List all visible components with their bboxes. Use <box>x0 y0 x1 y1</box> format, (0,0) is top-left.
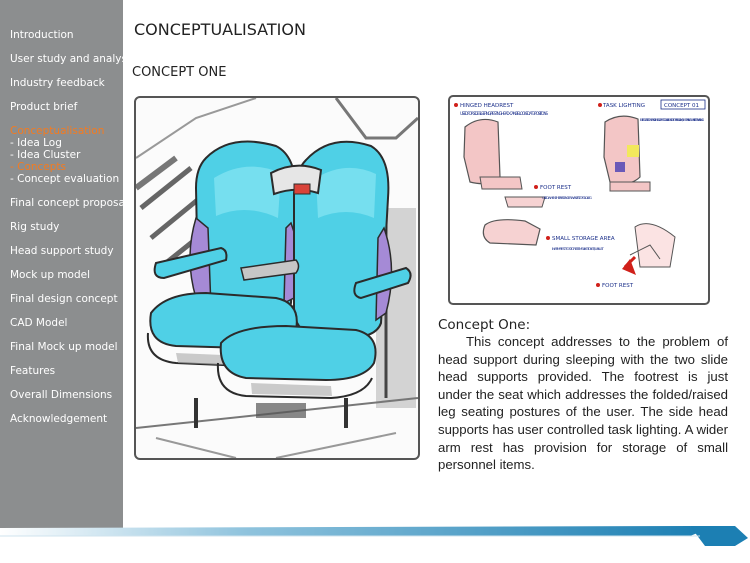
nav-final-mock-up-model[interactable]: Final Mock up model <box>10 341 118 353</box>
note-small-storage: SMALL STORAGE AREA <box>552 236 615 242</box>
nav-industry-feedback[interactable]: Industry feedback <box>10 77 105 89</box>
nav-mock-up-model[interactable]: Mock up model <box>10 269 91 281</box>
note-task-detail-text: INTEGRATED WITH SIDE HEADREST CAN BE USED FOR READING/WORKING WHILE TRAVELLING <box>640 118 705 122</box>
note-storage-detail: IN ARM REST TO STORE ITEMS LIKE TICKET/WALLET <box>552 246 604 251</box>
nav-introduction[interactable]: Introduction <box>10 29 74 41</box>
concept-sketch-main <box>134 96 420 460</box>
annotated-sketch-illustration <box>450 97 708 303</box>
nav-head-support-study[interactable]: Head support study <box>10 245 114 257</box>
note-foot-detail: USED WHEN THE PASSENGER WANTS TO FOLD LEG <box>542 195 592 200</box>
nav-acknowledgement[interactable]: Acknowledgement <box>10 413 108 425</box>
seat-sketch-illustration <box>136 98 418 458</box>
nav-final-design-concept[interactable]: Final design concept <box>10 293 118 305</box>
nav-concept-evaluation[interactable]: - Concept evaluation <box>10 173 120 185</box>
nav-cad-model[interactable]: CAD Model <box>10 317 68 329</box>
nav-concepts[interactable]: - Concepts <box>10 161 67 173</box>
page-title: CONCEPTUALISATION <box>134 20 306 39</box>
note-task-lighting: TASK LIGHTING <box>603 103 645 109</box>
note-foot-rest: FOOT REST <box>540 185 572 191</box>
note-hinged-detail: USED FOR SIDE SLEEPING/RESTING HEAD - CAN BE LOCKED AT 3 POSITIONS <box>460 111 549 116</box>
nav-idea-cluster[interactable]: - Idea Cluster <box>10 149 81 161</box>
nav-features[interactable]: Features <box>10 365 56 377</box>
nav-final-concept-proposal[interactable]: Final concept proposal <box>10 197 128 209</box>
note-foot-rest-2: FOOT REST <box>602 283 634 289</box>
note-hinged-headrest: HINGED HEADREST <box>460 103 514 109</box>
description-heading: Concept One: <box>438 317 531 333</box>
footer-band <box>0 518 750 563</box>
concept-sketch-annotated <box>448 95 710 305</box>
nav-rig-study[interactable]: Rig study <box>10 221 60 233</box>
nav-conceptualisation[interactable]: Conceptualisation <box>10 125 105 137</box>
nav-user-study[interactable]: User study and analysis <box>10 53 136 65</box>
nav-product-brief[interactable]: Product brief <box>10 101 78 113</box>
concept-tag: CONCEPT 01 <box>664 103 700 109</box>
section-title: CONCEPT ONE <box>132 65 227 80</box>
sidebar <box>0 0 136 530</box>
nav-overall-dimensions[interactable]: Overall Dimensions <box>10 389 113 401</box>
description-body: This concept addresses to the problem of head support during sleeping with the two slide head supports provided. The footrest is just under the seat which addresses the folded/raised leg seating postures of the user. The side head supports has user controlled task lighting. A wider arm rest has provision for storage of small personnel items. <box>438 334 728 473</box>
nav-idea-log[interactable]: - Idea Log <box>10 137 62 149</box>
